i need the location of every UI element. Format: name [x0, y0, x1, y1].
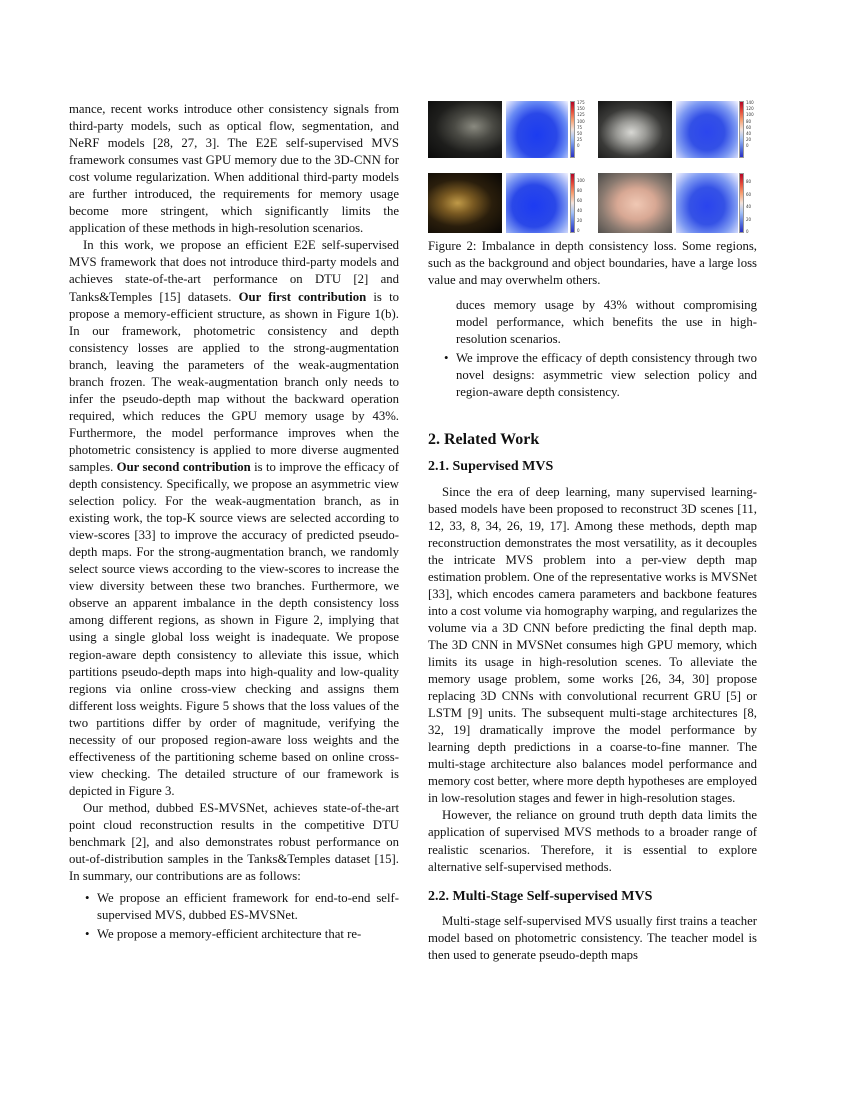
paragraph-intro-continued: mance, recent works introduce other consistency signals from third-party models, such as optical flow, segmentation, and NeRF models [28, 27, 3]. The E2E self-supervised MVS framework consumes vast GPU memory due to the 3D-CNN for cost volume regularization. When additional third-party models are further introduced, the requirements for memory usage become more stringent, which significantly limits the application of these methods in high-resolution scenarios. [69, 102, 399, 236]
colorbar [570, 101, 575, 158]
colorbar [570, 173, 575, 233]
paragraph-multistage: Multi-stage self-supervised MVS usually first trains a teacher model based on photometric consistency. The teacher model is then used to generate pseudo-depth maps [428, 913, 757, 962]
list-item-text: duces memory usage by 43% without compromising model performance, which benefits the use in high-resolution scenarios. [456, 298, 757, 347]
list-item-text: We propose a memory-efficient architecture that re- [97, 927, 362, 942]
photo-pig [598, 173, 672, 233]
colorbar-ticks: 140 120 100 80 60 40 20 0 [746, 100, 754, 149]
paragraph-supervised-limit: However, the reliance on ground truth depth data limits the application of supervised MVS methods to a broader range of realistic scenarios. Therefore, it is essential to explore alternative self-supervised methods. [428, 808, 757, 874]
list-item [428, 297, 757, 348]
colorbar [739, 173, 744, 233]
text-segment: is to improve the efficacy of depth consistency. Specifically, we propose an asymmetric view selection policy. For the weak-augmentation branch, as in existing work, the top-K source views are selected according to view-scores [33] to improve the accuracy of predicted pseudo-depth maps. For the strong-augmentation branch, we randomly select source views according to the view-scores to increase the view diversity between these two branches. Furthermore, we observe an apparent imbalance in the depth consistency loss among different regions, as shown in Figure 2, implying that using a single global loss weight is inadequate. We propose region-aware depth consistency to alleviate this issue, which partitions pseudo-depth maps into high-quality and low-quality regions via online cross-view checking and assigns them different loss weights. Figure 5 shows that the loss values of the two partitions differ by order of magnitude, verifying the necessity of our proposed region-aware loss weights and the effectiveness of the partitioning scheme based on online cross-view checking. The detailed structure of our framework is depicted in Figure 3. [69, 459, 399, 798]
subsection-heading: 2.1. Supervised MVS [428, 459, 554, 475]
contribution-list [69, 890, 399, 943]
paragraph-supervised: Since the era of deep learning, many supervised learning-based models have been proposed to reconstruct 3D scenes [11, 12, 33, 8, 34, 26, 19, 17]. Among these methods, depth map reconstruction demonstrates the most versatility, as it decouples the intricate MVS problem into a per-view depth map estimation problem. One of the representative works is MVSNet [33], which encodes camera parameters and backbone features into a cost volume via homography warping, and regularizes the volume via a 3D CNN before predicting the final depth map. The 3D CNN in MVSNet consumes high GPU memory, which limits its usage in high-resolution scenes. To alleviate the memory usage problem, some works [26, 34, 30] propose replacing 3D CNNs with convolutional recurrent GRU [5] or LSTM [9] units. The subsequent multi-stage architectures [8, 32, 19] dramatically improve the model performance by learning depth predictions in a coarse-to-fine manner. The multi-stage architecture also balances model performance and memory cost better, where more depth hypotheses are employed in low-resolution stages and fewer in high-resolution stages. [428, 484, 757, 806]
bullet-icon: • [85, 891, 90, 906]
contribution-list-continued [428, 297, 757, 401]
bold-second-contribution: Our second contribution [116, 459, 251, 474]
photo-machine [428, 101, 502, 158]
section-heading: 2. Related Work [428, 431, 540, 449]
right-column [428, 101, 757, 964]
list-item-text: We improve the efficacy of depth consistency through two novel designs: asymmetric view selection policy and region-aware depth consistency. [456, 351, 757, 400]
loss-map-machine [506, 101, 568, 158]
figure-2 [428, 101, 757, 233]
colorbar-ticks: 100 80 60 40 20 0 [577, 178, 585, 233]
bold-first-contribution: Our first contribution [238, 289, 367, 304]
text-segment: is to propose a memory-efficient structure, as shown in Figure 1(b). In our framework, photometric consistency and depth consistency losses are applied to the strong-augmentation branch, leaving the parameters of the weak-augmentation branch frozen. The weak-augmentation branch only needs to infer the pseudo-depth map without the backward operation required, which reduces the GPU memory usage by 43%. Furthermore, the model performance improves when the photometric consistency is applied to more diverse augmented samples. [69, 289, 400, 474]
subsection-heading: 2.2. Multi-Stage Self-supervised MVS [428, 888, 653, 904]
colorbar [739, 101, 744, 158]
bullet-icon: • [85, 927, 90, 942]
paragraph-our-method: Our method, dubbed ES-MVSNet, achieves state-of-the-art point cloud reconstruction results in the competitive DTU benchmark [2], and also demonstrates robust performance on out-of-distribution samples in the Tanks&Temples dataset [15]. In summary, our contributions are as follows: [69, 800, 399, 884]
photo-rabbit [598, 101, 672, 158]
text-segment: In this work, we propose an efficient E2E self-supervised MVS framework that does not introduce third-party models and achieves state-of-the-art performance on DTU [2] and Tanks&Temples [15] datasets. [69, 238, 399, 304]
figure-caption: Figure 2: Imbalance in depth consistency loss. Some regions, such as the background and object boundaries, have a large loss value and may overwhelm others. [428, 239, 757, 288]
left-column [69, 101, 399, 943]
colorbar-ticks: 80 60 40 20 0 [746, 179, 752, 234]
bullet-icon: • [444, 351, 449, 366]
photo-statue [428, 173, 502, 233]
loss-map-pig [676, 173, 738, 233]
list-item [428, 350, 757, 401]
list-item-text: We propose an efficient framework for end-to-end self-supervised MVS, dubbed ES-MVSNet. [97, 891, 399, 923]
list-item [69, 926, 399, 943]
paragraph-this-work [69, 237, 399, 800]
loss-map-rabbit [676, 101, 738, 158]
list-item [69, 890, 399, 924]
loss-map-statue [506, 173, 568, 233]
colorbar-ticks: 175 150 125 100 75 50 25 0 [577, 100, 585, 149]
